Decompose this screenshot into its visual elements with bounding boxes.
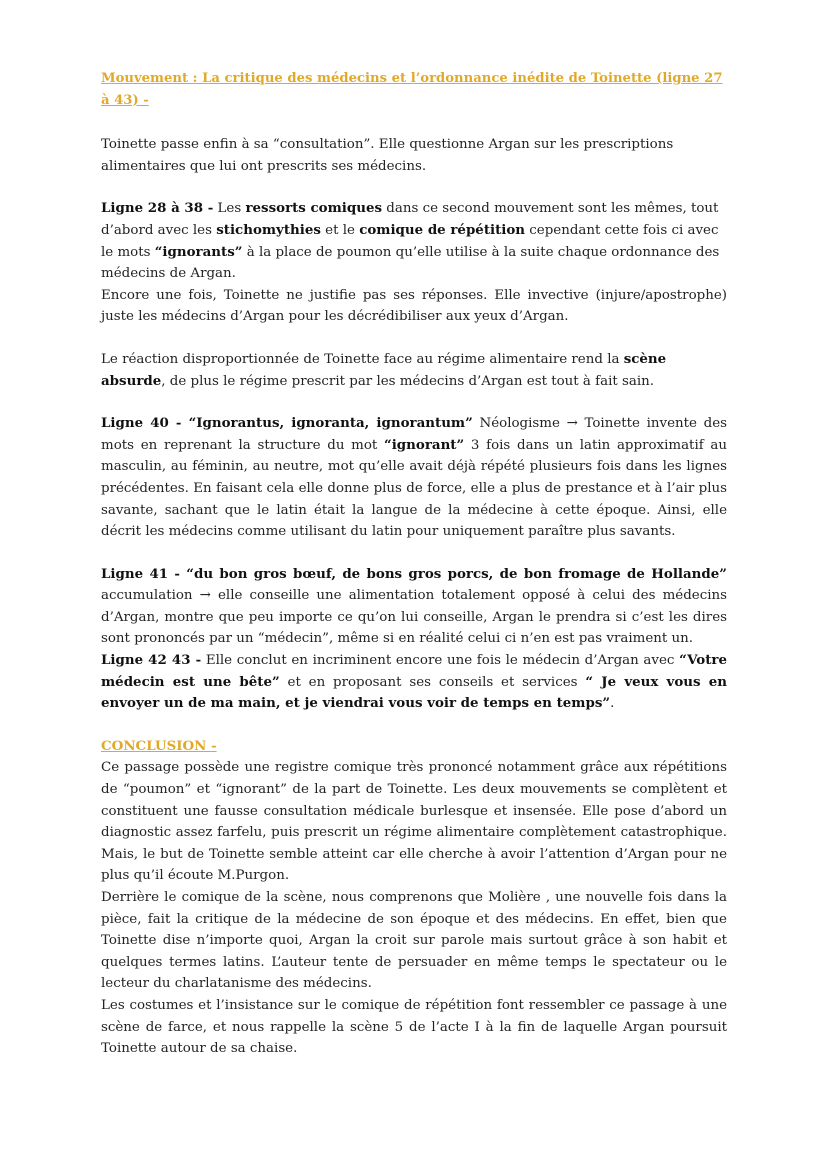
emphasis: Ligne 42 43 - bbox=[101, 652, 202, 669]
text-run: Les bbox=[213, 201, 246, 217]
text-run: accumulation → elle conseille une alimentation totalement opposé à celui des médecins d’Argan, montre que peu importe ce qu’on lui conseille, Argan le prendra si c’est les dires sont prononcés par un “médecin”, même si en réalité celui ci n’en est pas vraiment un. bbox=[101, 588, 727, 647]
text-run: et le bbox=[320, 222, 360, 238]
conclusion-heading: CONCLUSION - bbox=[101, 737, 217, 754]
text-run: . bbox=[610, 696, 615, 712]
emphasis: “ Je veux vous en envoyer un de ma main, et je viendrai vous voir de temps en temps” bbox=[101, 673, 728, 712]
emphasis: “ignorants” bbox=[154, 243, 243, 260]
conclusion-paragraph-2: Derrière le comique de la scène, nous comprenons que Molière , une nouvelle fois dans la pièce, fait la critique de la médecine de son époque et des médecins. En effet, bien que Toinette dise n’importe quoi, Argan la croit sur parole mais surtout grâce à son habit et quelques termes latins. L’auteur tente de persuader en même temps le spectateur ou le lecteur du charlatanisme des médecins. bbox=[101, 890, 727, 992]
emphasis: “ignorant” bbox=[384, 436, 465, 453]
section-heading: Mouvement : La critique des médecins et l’ordonnance inédite de Toinette (ligne 27 à 43) - bbox=[101, 71, 723, 108]
emphasis: comique de répétition bbox=[359, 221, 526, 238]
paragraph-lines-42-43 bbox=[101, 650, 727, 715]
paragraph-lines-28-38 bbox=[101, 198, 727, 284]
text-run: à la place de poumon qu’elle utilise à la suite chaque ordonnance des médecins de Argan. bbox=[101, 244, 720, 282]
emphasis: ressorts comiques bbox=[245, 200, 383, 217]
conclusion-paragraph-3: Les costumes et l’insistance sur le comique de répétition font ressembler ce passage à une scène de farce, et nous rappelle la scène 5 de l’acte I à la fin de laquelle Argan poursuit Toinette autour de sa chaise. bbox=[101, 997, 727, 1057]
paragraph-absurd-scene bbox=[101, 349, 727, 392]
paragraph-invective: Encore une fois, Toinette ne justifie pas ses réponses. Elle invective (injure/apostrophe) juste les médecins d’Argan pour les décrédibiliser aux yeux d’Argan. bbox=[101, 287, 727, 325]
text-run: 3 fois dans un latin approximatif au masculin, au féminin, au neutre, mot qu’elle avait déjà répété plusieurs fois dans les lignes précédentes. En faisant cela elle donne plus de force, elle a plus de prestance et à l’air plus savante, sachant que le latin était la langue de la médecine à cette époque. Ainsi, elle décrit les médecins comme utilisant du latin pour uniquement paraître plus savants. bbox=[101, 437, 727, 540]
emphasis: “Votre médecin est une bête” bbox=[101, 652, 727, 690]
text-run: Néologisme → Toinette invente des mots en reprenant la structure du mot bbox=[101, 416, 727, 453]
text-run: Le réaction disproportionnée de Toinette face au régime alimentaire rend la bbox=[101, 351, 624, 367]
emphasis: scène absurde bbox=[101, 350, 667, 389]
document-page bbox=[101, 68, 727, 1060]
emphasis: Ligne 40 - “Ignorantus, ignoranta, ignorantum” bbox=[101, 415, 473, 432]
emphasis: stichomythies bbox=[216, 221, 321, 238]
intro-paragraph: Toinette passe enfin à sa “consultation”. Elle questionne Argan sur les prescriptions alimentaires que lui ont prescrits ses médecins. bbox=[101, 137, 674, 174]
emphasis: Ligne 28 à 38 - bbox=[101, 200, 214, 217]
conclusion-paragraph-1: Ce passage possède une registre comique très prononcé notamment grâce aux répétitions de “poumon” et “ignorant” de la part de Toinette. Les deux mouvements se complètent et constituent une fausse consultation médicale burlesque et insensée. Elle pose d’abord un diagnostic assez farfelu, puis prescrit un régime alimentaire complètement catastrophique. Mais, le but de Toinette semble atteint car elle cherche à avoir l’attention d’Argan pour ne plus qu’il écoute M.Purgon. bbox=[101, 760, 727, 884]
emphasis: Ligne 41 - “du bon gros bœuf, de bons gros porcs, de bon fromage de Hollande” bbox=[101, 565, 727, 582]
paragraph-line-41 bbox=[101, 564, 727, 650]
text-run: , de plus le régime prescrit par les médecins d’Argan est tout à fait sain. bbox=[161, 373, 655, 389]
paragraph-line-40 bbox=[101, 413, 727, 543]
text-run: cependant cette fois ci avec le mots bbox=[101, 222, 719, 260]
text-run: Elle conclut en incriminent encore une fois le médecin d’Argan avec bbox=[201, 653, 680, 669]
text-run: dans ce second mouvement sont les mêmes, tout d’abord avec les bbox=[101, 201, 719, 238]
text-run: et en proposant ses conseils et services bbox=[279, 674, 586, 690]
